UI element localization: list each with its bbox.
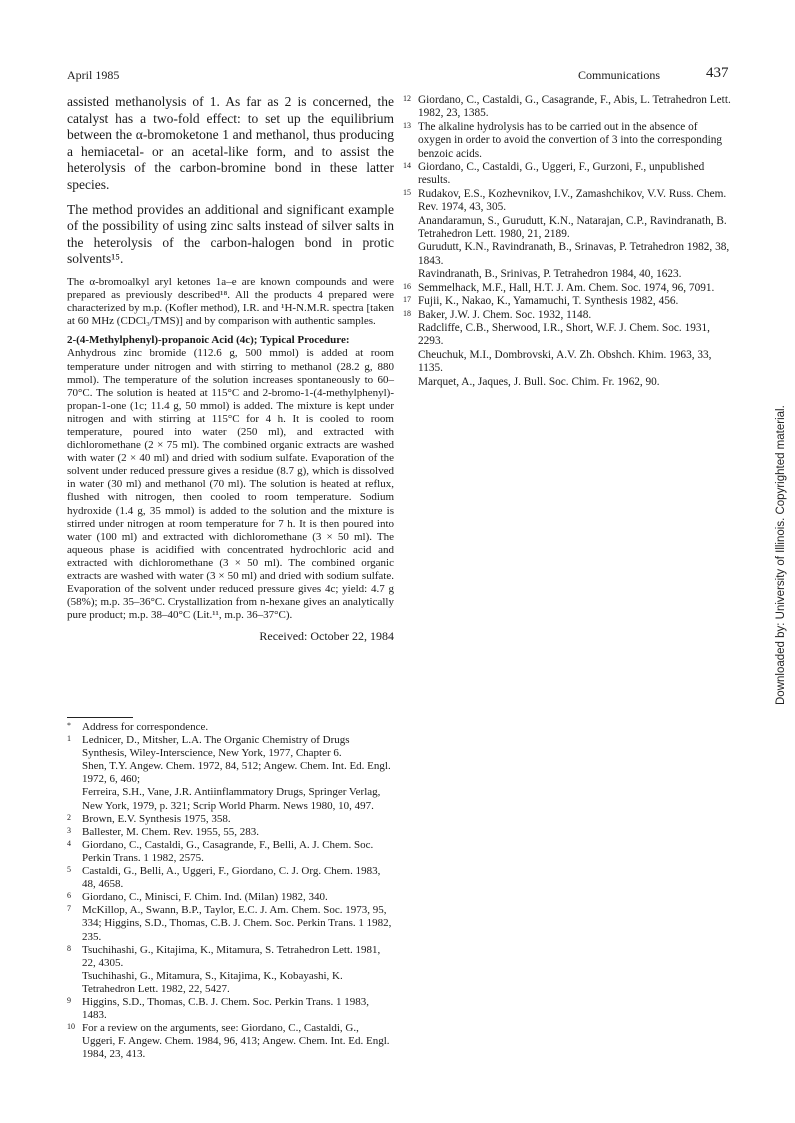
download-watermark: Downloaded by: University of Illinois. Copyrighted material. [775,405,787,705]
footnotes-left [67,721,394,1061]
reference-item [67,1022,394,1061]
reference-text: Tsuchihashi, G., Kitajima, K., Mitamura, S. Tetrahedron Lett. 1981, 22, 4305. [82,943,381,969]
reference-item [403,188,733,282]
reference-text: Giordano, C., Minisci, F. Chim. Ind. (Milan) 1982, 340. [82,891,328,904]
reference-text: Higgins, S.D., Thomas, C.B. J. Chem. Soc. Perkin Trans. 1 1983, 1483. [82,995,370,1022]
reference-item [403,121,733,161]
reference-text: For a review on the arguments, see: Giordano, C., Castaldi, G., Uggeri, F. Angew. Chem. 1984, 96, 413; Angew. Chem. Int. Ed. Engl. 1984, 23, 413. [82,1022,390,1061]
reference-number: 3 [67,825,71,835]
reference-text: Fujii, K., Nakao, K., Yamamuchi, T. Synthesis 1982, 456. [418,295,679,308]
reference-number: 7 [67,904,71,914]
reference-text: Giordano, C., Castaldi, G., Casagrande, F., Belli, A. J. Chem. Soc. Perkin Trans. 1 1982, 2575. [82,838,374,864]
reference-item [67,996,394,1022]
reference-item [67,734,394,813]
reference-text: Anandaramun, S., Gurudutt, K.N., Natarajan, C.P., Ravindranath, B. Tetrahedron Lett. 1980, 21, 2189. [418,214,727,241]
reference-text: The alkaline hydrolysis has to be carried out in the absence of oxygen in order to avoid the convertion of 3 into the corresponding benzoic acids. [418,120,723,160]
reference-number: 18 [403,308,411,318]
reference-number: 9 [67,995,71,1005]
reference-number: 10 [67,1022,75,1032]
body-paragraph-2: The method provides an additional and significant example of the possibility of using zinc salts instead of silver salts in the heterolysis of the carbon-halogen bond in protic solvents¹⁵. [67,201,394,267]
running-header-section: Communications [578,68,660,82]
reference-item [403,295,733,308]
reference-text: McKillop, A., Swann, B.P., Taylor, E.C. J. Am. Chem. Soc. 1973, 95, 334; Higgins, S.D., Thomas, C.B. J. Chem. Soc. Perkin Trans. 1 1982, 235. [82,904,392,943]
reference-item [67,891,394,904]
reference-number: 5 [67,865,71,875]
reference-number: 16 [403,281,411,291]
reference-item [67,826,394,839]
reference-text: Cheuchuk, M.I., Dombrovski, A.V. Zh. Obshch. Khim. 1963, 33, 1135. [418,348,712,375]
reference-text: Castaldi, G., Belli, A., Uggeri, F., Giordano, C. J. Org. Chem. 1983, 48, 4658. [82,865,381,891]
reference-item [403,161,733,188]
reference-number: 6 [67,891,71,901]
footnote-divider [67,717,133,718]
reference-item [403,94,733,121]
reference-item [67,721,394,734]
reference-number: 1 [67,734,71,744]
reference-text: Address for correspondence. [82,721,209,733]
reference-text: Tsuchihashi, G., Mitamura, S., Kitajima, K., Kobayashi, K. Tetrahedron Lett. 1982, 22, 5427. [82,969,343,995]
running-header-date: April 1985 [67,68,120,82]
reference-text: Radcliffe, C.B., Sherwood, I.R., Short, W.F. J. Chem. Soc. 1931, 2293. [418,321,710,348]
reference-text: Ballester, M. Chem. Rev. 1955, 55, 283. [82,825,259,838]
experimental-paragraph: The α-bromoalkyl aryl ketones 1a–e are known compounds and were prepared as previously described¹⁸. All the products 4 prepared were characterized by m.p. (Kofler method), I.R. and ¹H-N.M.R. spectra [taken at 60 MHz (CDCl₃/TMS)] and by comparison with authentic samples. [67,275,394,328]
reference-text: Marquet, A., Jaques, J. Bull. Soc. Chim. Fr. 1962, 90. [418,375,660,388]
received-date: Received: October 22, 1984 [259,629,394,644]
reference-text: Giordano, C., Castaldi, G., Uggeri, F., Gurzoni, F., unpublished results. [418,161,705,187]
reference-text: Giordano, C., Castaldi, G., Casagrande, F., Abis, L. Tetrahedron Lett. 1982, 23, 1385. [418,94,731,120]
reference-item [67,839,394,865]
reference-number: 14 [403,161,411,171]
procedure-body: Anhydrous zinc bromide (112.6 g, 500 mmol) is added at room temperature under nitrogen and with stirring to methanol (28.2 g, 880 mmol). The temperature of the solution increases spontaneously to 60–70°C. The solution is heated at 115°C and 2-bromo-1-(4-methylphenyl)-propan-1-one (1c; 11.4 g, 50 mmol) is added. The mixture is kept under nitrogen and with stirring at 115°C for 4 h. It is cooled to room temperature, poured into water (250 ml), and extracted with dichloromethane (2 × 75 ml). The combined organic extracts are washed with water (2 × 40 ml) and dried with sodium sulfate. Evaporation of the solvent under reduced pressure gives a residue (8.7 g), which is dissolved in water (30 ml) and methanol (70 ml). The solution is heated at reflux, flushed with nitrogen, then cooled to room temperature. Sodium hydroxide (1.4 g, 35 mmol) is added to the solution and the mixture is stirred under nitrogen at room temperature for 7 h. It is then poured into water (100 ml) and extracted with dichloromethane (3 × 50 ml). The aqueous phase is acidified with concentrated hydrochloric acid and extracted with dichloromethane (3 × 50 ml). The combined organic extracts are washed with water (3 × 50 ml) and dried with sodium sulfate. Evaporation of the solvent under reduced pressure gives 4c; yield: 4.7 g (58%); m.p. 35–36°C. Crystallization from n-hexane gives an analytically pure product; m.p. 38–40°C (Lit.¹¹, m.p. 36–37°C). [67,347,394,622]
reference-item [67,904,394,943]
reference-item [67,944,394,996]
reference-number: 8 [67,943,71,953]
reference-number: 13 [403,120,411,130]
reference-text: Baker, J.W. J. Chem. Soc. 1932, 1148. [418,308,592,321]
reference-text: Ravindranath, B., Srinivas, P. Tetrahedron 1984, 40, 1623. [418,268,682,281]
reference-number: 12 [403,94,411,103]
reference-text: Shen, T.Y. Angew. Chem. 1972, 84, 512; Angew. Chem. Int. Ed. Engl. 1972, 6, 460; [82,760,391,786]
reference-item [67,813,394,826]
left-column [67,94,394,644]
reference-number: 4 [67,838,71,848]
reference-item [67,865,394,891]
reference-number: 15 [403,187,411,197]
right-column-references [403,94,733,389]
reference-item [403,309,733,389]
reference-number: * [67,721,71,730]
reference-number: 17 [403,295,411,305]
body-paragraph-1: assisted methanolysis of 1. As far as 2 is concerned, the catalyst has a two-fold effect: to set up the equilibrium between the α-bromoketone 1 and methanol, thus producing a hemiacetal- or an acetal-like form, and to assist the heterolysis of the carbon-bromine bond in these latter species. [67,94,394,192]
reference-text: Lednicer, D., Mitsher, L.A. The Organic Chemistry of Drugs Synthesis, Wiley-Interscience, New York, 1977, Chapter 6. [82,734,350,760]
reference-text: Gurudutt, K.N., Ravindranath, B., Srinavas, P. Tetrahedron 1982, 38, 1843. [418,241,730,267]
reference-text: Brown, E.V. Synthesis 1975, 358. [82,812,231,825]
reference-text: Rudakov, E.S., Kozhevnikov, I.V., Zamashchikov, V.V. Russ. Chem. Rev. 1974, 43, 305. [418,187,727,214]
procedure-title: 2-(4-Methylphenyl)-propanoic Acid (4c); Typical Procedure: [67,334,350,347]
reference-number: 2 [67,812,71,822]
reference-item [403,282,733,295]
reference-text: Ferreira, S.H., Vane, J.R. Antiinflammatory Drugs, Springer Verlag, New York, 1979, p. 321; Scrip World Pharm. News 1980, 10, 497. [82,786,381,812]
page-number: 437 [706,65,729,81]
reference-text: Semmelhack, M.F., Hall, H.T. J. Am. Chem. Soc. 1974, 96, 7091. [418,281,715,294]
